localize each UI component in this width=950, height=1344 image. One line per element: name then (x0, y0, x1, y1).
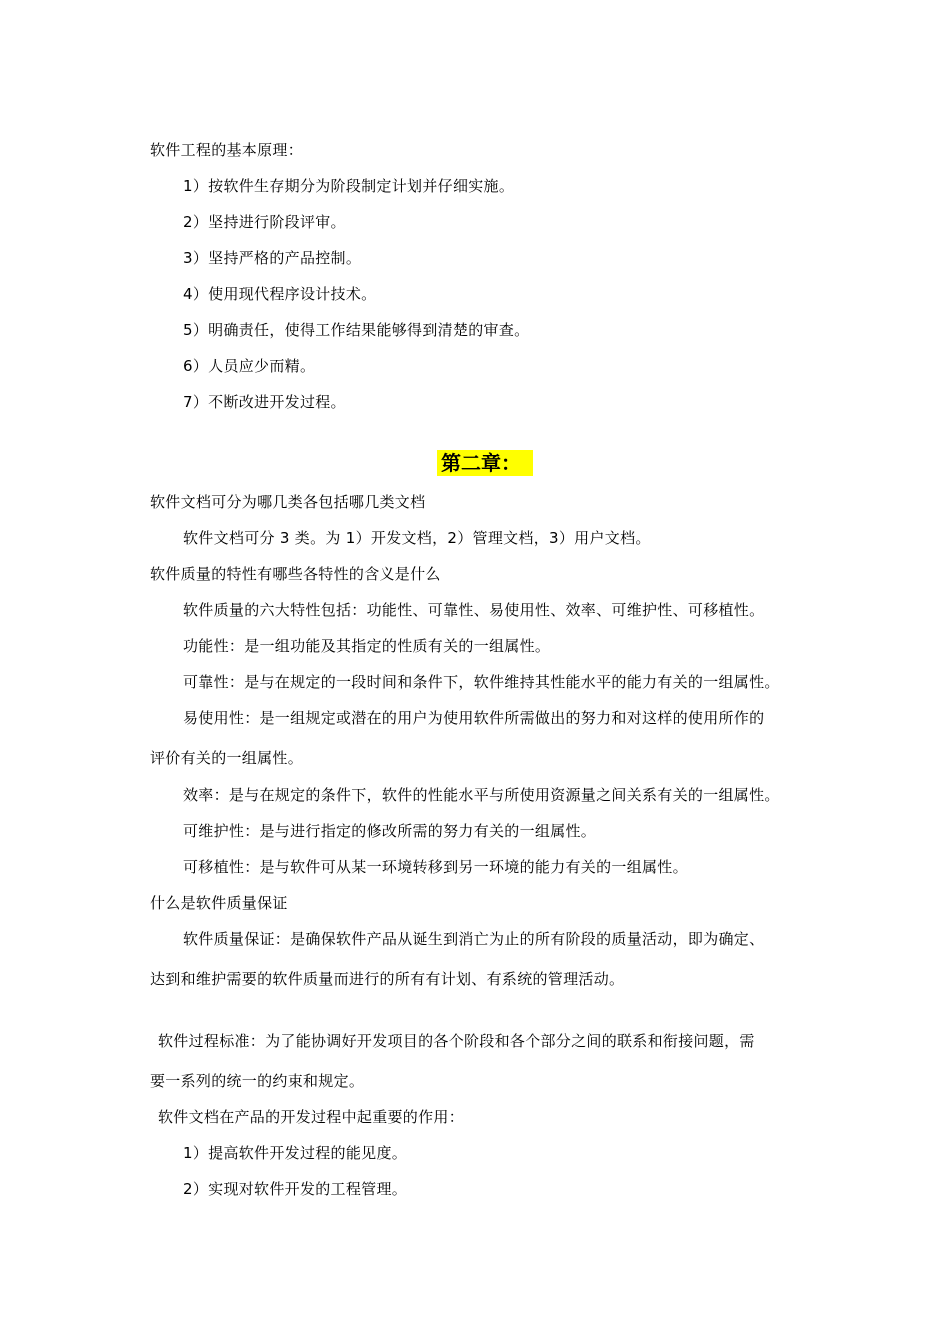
doc-role-item-1: 1）提高软件开发过程的能见度。 (183, 1144, 408, 1162)
quality-functionality: 功能性：是一组功能及其指定的性质有关的一组属性。 (183, 637, 551, 655)
chapter-title: 第二章： (437, 450, 533, 476)
doc-role-heading: 软件文档在产品的开发过程中起重要的作用： (158, 1108, 465, 1126)
quality-portability: 可移植性：是与软件可从某一环境转移到另一环境的能力有关的一组属性。 (183, 858, 688, 876)
quality-summary: 软件质量的六大特性包括：功能性、可靠性、易使用性、效率、可维护性、可移植性。 (183, 601, 765, 619)
question-quality-assurance: 什么是软件质量保证 (150, 894, 288, 912)
principle-item-7: 7）不断改进开发过程。 (183, 393, 346, 411)
quality-reliability: 可靠性：是与在规定的一段时间和条件下，软件维持其性能水平的能力有关的一组属性。 (183, 673, 780, 691)
process-standard: 软件过程标准：为了能协调好开发项目的各个阶段和各个部分之间的联系和衔接问题，需 (158, 1032, 755, 1050)
principle-item-2: 2）坚持进行阶段评审。 (183, 213, 346, 231)
question-doc-types: 软件文档可分为哪几类各包括哪几类文档 (150, 493, 426, 511)
process-standard-cont: 要一系列的统一的约束和规定。 (150, 1072, 365, 1090)
question-quality-traits: 软件质量的特性有哪些各特性的含义是什么 (150, 565, 441, 583)
principle-item-6: 6）人员应少而精。 (183, 357, 316, 375)
principle-item-5: 5）明确责任，使得工作结果能够得到清楚的审查。 (183, 321, 530, 339)
section-heading: 软件工程的基本原理： (150, 141, 304, 159)
principle-item-3: 3）坚持严格的产品控制。 (183, 249, 362, 267)
answer-quality-assurance: 软件质量保证：是确保软件产品从诞生到消亡为止的所有阶段的质量活动，即为确定、 (183, 930, 765, 948)
doc-role-item-2: 2）实现对软件开发的工程管理。 (183, 1180, 408, 1198)
answer-doc-types: 软件文档可分 3 类。为 1）开发文档，2）管理文档，3）用户文档。 (183, 529, 651, 547)
quality-maintainability: 可维护性：是与进行指定的修改所需的努力有关的一组属性。 (183, 822, 597, 840)
principle-item-1: 1）按软件生存期分为阶段制定计划并仔细实施。 (183, 177, 515, 195)
answer-quality-assurance-cont: 达到和维护需要的软件质量而进行的所有有计划、有系统的管理活动。 (150, 970, 625, 988)
principle-item-4: 4）使用现代程序设计技术。 (183, 285, 377, 303)
quality-usability-cont: 评价有关的一组属性。 (150, 749, 304, 767)
quality-usability: 易使用性：是一组规定或潜在的用户为使用软件所需做出的努力和对这样的使用所作的 (183, 709, 765, 727)
quality-efficiency: 效率：是与在规定的条件下，软件的性能水平与所使用资源量之间关系有关的一组属性。 (183, 786, 780, 804)
